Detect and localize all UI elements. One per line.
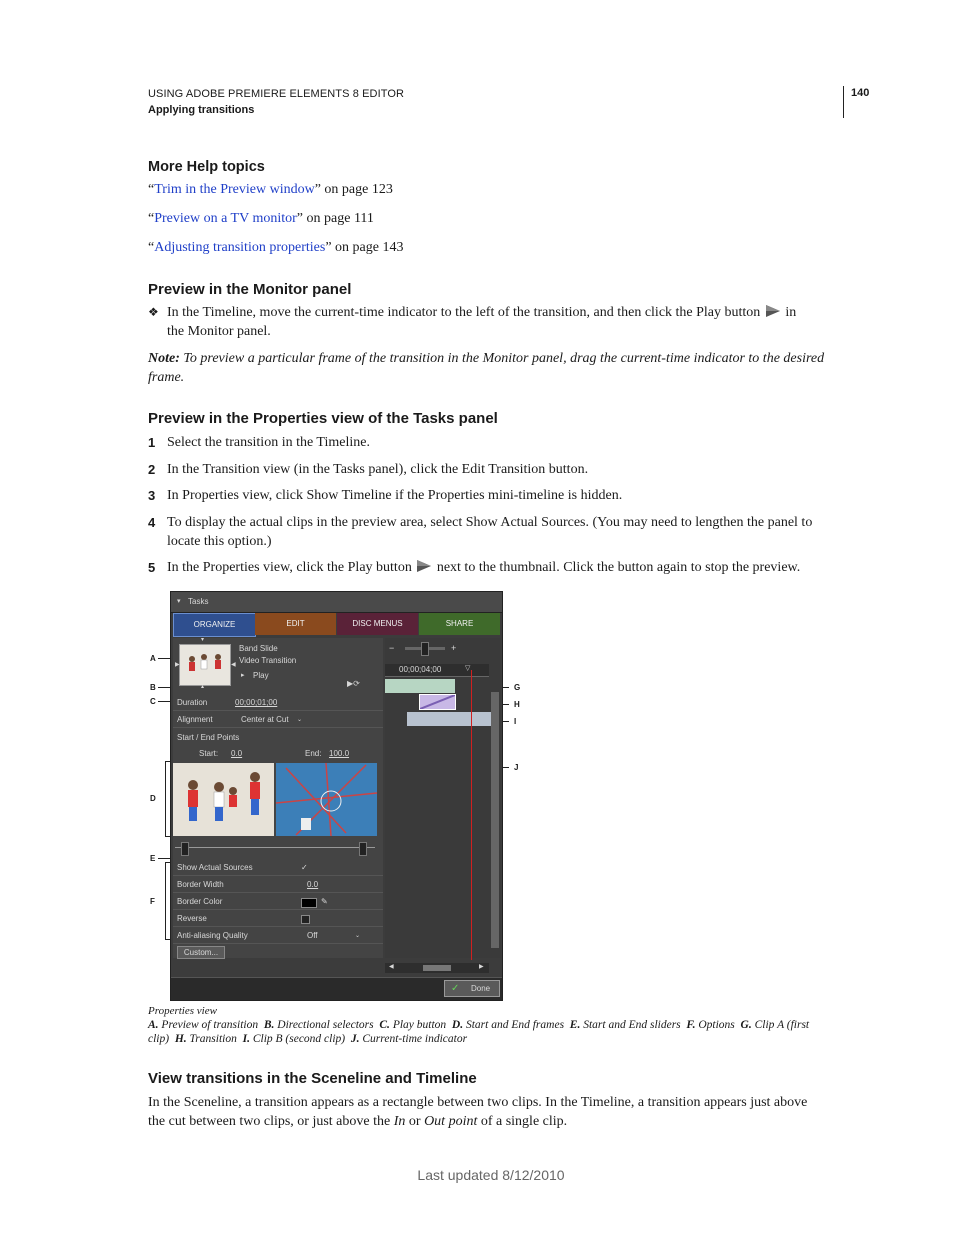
start-field[interactable]: 0.0 bbox=[231, 749, 243, 758]
reverse-checkbox[interactable] bbox=[301, 915, 310, 924]
monitor-instruction-cont: the Monitor panel. bbox=[167, 324, 271, 339]
start-slider-handle[interactable] bbox=[181, 842, 189, 856]
directional-selector-top-icon[interactable]: ▾ bbox=[201, 637, 205, 643]
transition-block[interactable] bbox=[419, 694, 456, 710]
option-row: Border Width 0.0 bbox=[173, 877, 383, 893]
callout-i: I bbox=[514, 717, 517, 726]
callout-j: J bbox=[514, 763, 519, 772]
horizontal-scrollbar[interactable] bbox=[385, 963, 489, 973]
step-text: In the Properties view, click the Play button next to the thumbnail. Click the button again to stop the preview. bbox=[167, 560, 801, 575]
sceneline-heading: View transitions in the Sceneline and Timeline bbox=[148, 1070, 477, 1087]
current-time-indicator-head-icon[interactable]: ▽ bbox=[465, 665, 471, 672]
callout-h: H bbox=[514, 700, 520, 709]
chevron-down-icon[interactable]: ⌄ bbox=[297, 717, 303, 723]
end-label: End: bbox=[305, 749, 322, 758]
transition-name: Band Slide bbox=[239, 644, 278, 653]
collapse-icon[interactable]: ▾ bbox=[177, 598, 181, 605]
step-number: 1 bbox=[148, 435, 156, 450]
timecode-display: 00;00;04;00 bbox=[399, 665, 442, 674]
play-icon bbox=[415, 559, 433, 573]
end-field[interactable]: 100.0 bbox=[329, 749, 350, 758]
step-number: 4 bbox=[148, 515, 156, 530]
help-link-adjusting[interactable]: Adjusting transition properties bbox=[154, 240, 326, 255]
option-row: Border Color ✎ bbox=[173, 894, 383, 910]
sceneline-paragraph: In the Sceneline, a transition appears as a rectangle between two clips. In the Timeline, a transition appears just above bbox=[148, 1095, 808, 1110]
callout-e: E bbox=[150, 854, 156, 863]
figure-caption-line1: A. Preview of transition B. Directional selectors C. Play button D. Start and End frames E. Start and End sliders F. Options G. Clip A (first bbox=[148, 1019, 810, 1031]
zoom-slider-handle[interactable] bbox=[421, 642, 429, 656]
callout-d: D bbox=[150, 794, 156, 803]
callout-c: C bbox=[150, 697, 156, 706]
show-actual-sources-checkbox[interactable]: ✓ bbox=[301, 863, 308, 872]
panel-title: Tasks bbox=[188, 597, 209, 606]
clip-a[interactable] bbox=[385, 679, 455, 693]
last-updated: Last updated 8/12/2010 bbox=[417, 1167, 565, 1183]
option-row: Show Actual Sources ✓ bbox=[173, 860, 383, 876]
help-link-trim[interactable]: Trim in the Preview window bbox=[154, 182, 315, 197]
anti-aliasing-select[interactable]: Off bbox=[307, 931, 318, 940]
eyedropper-icon[interactable]: ✎ bbox=[321, 897, 328, 906]
callout-b: B bbox=[150, 683, 156, 692]
chevron-down-icon[interactable]: ⌄ bbox=[355, 933, 361, 939]
play-button-icon[interactable]: ▸ bbox=[241, 672, 245, 679]
step-text: In Properties view, click Show Timeline if the Properties mini-timeline is hidden. bbox=[167, 488, 623, 503]
scrollbar-thumb[interactable] bbox=[423, 965, 451, 971]
monitor-note: Note: To preview a particular frame of the transition in the Monitor panel, drag the current-time indicator to the desired bbox=[148, 351, 825, 366]
loop-icon[interactable]: ▶⟳ bbox=[347, 679, 360, 688]
properties-heading: Preview in the Properties view of the Tasks panel bbox=[148, 410, 498, 427]
custom-button[interactable]: Custom... bbox=[177, 946, 225, 959]
monitor-heading: Preview in the Monitor panel bbox=[148, 281, 352, 298]
tab-edit[interactable]: EDIT bbox=[255, 613, 336, 635]
figure-caption-title: Properties view bbox=[148, 1005, 217, 1017]
start-end-label: Start / End Points bbox=[177, 733, 240, 742]
step-text: In the Transition view (in the Tasks panel), click the Edit Transition button. bbox=[167, 462, 589, 477]
end-slider-handle[interactable] bbox=[359, 842, 367, 856]
callout-f: F bbox=[150, 897, 155, 906]
help-link-tv-monitor[interactable]: Preview on a TV monitor bbox=[154, 211, 297, 226]
tab-organize[interactable]: ORGANIZE bbox=[173, 613, 256, 637]
step-number: 3 bbox=[148, 488, 156, 503]
tab-share[interactable]: SHARE bbox=[419, 613, 500, 635]
play-button-label[interactable]: Play bbox=[253, 671, 269, 680]
help-link-row: “Adjusting transition properties” on page 143 bbox=[148, 240, 404, 255]
step-text: Select the transition in the Timeline. bbox=[167, 435, 370, 450]
transition-type: Video Transition bbox=[239, 656, 297, 665]
start-end-slider-track bbox=[175, 847, 375, 848]
start-frame bbox=[173, 763, 274, 836]
help-link-row: “Trim in the Preview window” on page 123 bbox=[148, 182, 393, 197]
monitor-note-cont: frame. bbox=[148, 370, 185, 385]
transition-preview-thumbnail bbox=[179, 644, 231, 686]
scroll-left-icon[interactable]: ◀ bbox=[389, 964, 394, 970]
option-row: Reverse bbox=[173, 911, 383, 927]
step-number: 2 bbox=[148, 462, 156, 477]
tab-disc-menus[interactable]: DISC MENUS bbox=[337, 613, 418, 635]
duration-row: Duration 00;00;01;00 bbox=[173, 695, 383, 711]
step-text-cont: locate this option.) bbox=[167, 534, 272, 549]
play-icon bbox=[764, 304, 782, 318]
callout-a: A bbox=[150, 654, 156, 663]
checkmark-icon: ✓ bbox=[451, 983, 460, 994]
scroll-right-icon[interactable]: ▶ bbox=[479, 964, 484, 970]
alignment-select[interactable]: Center at Cut bbox=[241, 715, 289, 724]
page-number: 140 bbox=[851, 87, 870, 99]
step-text: To display the actual clips in the preview area, select Show Actual Sources. (You may need to lengthen the panel to bbox=[167, 515, 813, 530]
directional-selector-right-icon[interactable]: ◀ bbox=[231, 662, 236, 668]
duration-field[interactable]: 00;00;01;00 bbox=[235, 698, 278, 707]
header-divider bbox=[843, 86, 844, 118]
sceneline-paragraph-cont: the cut between two clips, or just above the In or Out point of a single clip. bbox=[148, 1114, 568, 1129]
directional-selector-left-icon[interactable]: ▶ bbox=[175, 662, 180, 668]
border-width-field[interactable]: 0.0 bbox=[307, 880, 319, 889]
done-button[interactable]: ✓ Done bbox=[444, 980, 500, 997]
end-frame bbox=[276, 763, 377, 836]
current-time-indicator[interactable] bbox=[471, 670, 472, 960]
footer bbox=[0, 1167, 954, 1183]
zoom-out-icon[interactable]: − bbox=[389, 643, 395, 653]
running-header-title: USING ADOBE PREMIERE ELEMENTS 8 EDITOR bbox=[148, 88, 405, 100]
figure-caption-line2: clip) H. Transition I. Clip B (second clip) J. Current-time indicator bbox=[148, 1033, 468, 1045]
callout-g: G bbox=[514, 683, 521, 692]
bullet: ❖ bbox=[148, 305, 159, 319]
panel-titlebar bbox=[171, 592, 502, 613]
step-number: 5 bbox=[148, 560, 156, 575]
directional-selector-bottom-icon[interactable]: ▴ bbox=[201, 684, 205, 690]
start-label: Start: bbox=[199, 749, 219, 758]
running-header-section: Applying transitions bbox=[148, 104, 255, 116]
help-link-row: “Preview on a TV monitor” on page 111 bbox=[148, 211, 374, 226]
monitor-instruction: In the Timeline, move the current-time indicator to the left of the transition, and then click the Play button in bbox=[167, 305, 797, 320]
option-row: Anti-aliasing Quality Off ⌄ bbox=[173, 928, 383, 944]
zoom-in-icon[interactable]: + bbox=[451, 643, 457, 653]
vertical-scrollbar[interactable] bbox=[491, 692, 499, 948]
border-color-swatch[interactable] bbox=[301, 898, 317, 908]
tasks-panel-screenshot bbox=[170, 591, 503, 1001]
alignment-row: Alignment Center at Cut ⌄ bbox=[173, 712, 383, 728]
clip-b[interactable] bbox=[407, 712, 491, 726]
time-ruler bbox=[385, 664, 489, 677]
more-help-heading: More Help topics bbox=[148, 159, 265, 175]
